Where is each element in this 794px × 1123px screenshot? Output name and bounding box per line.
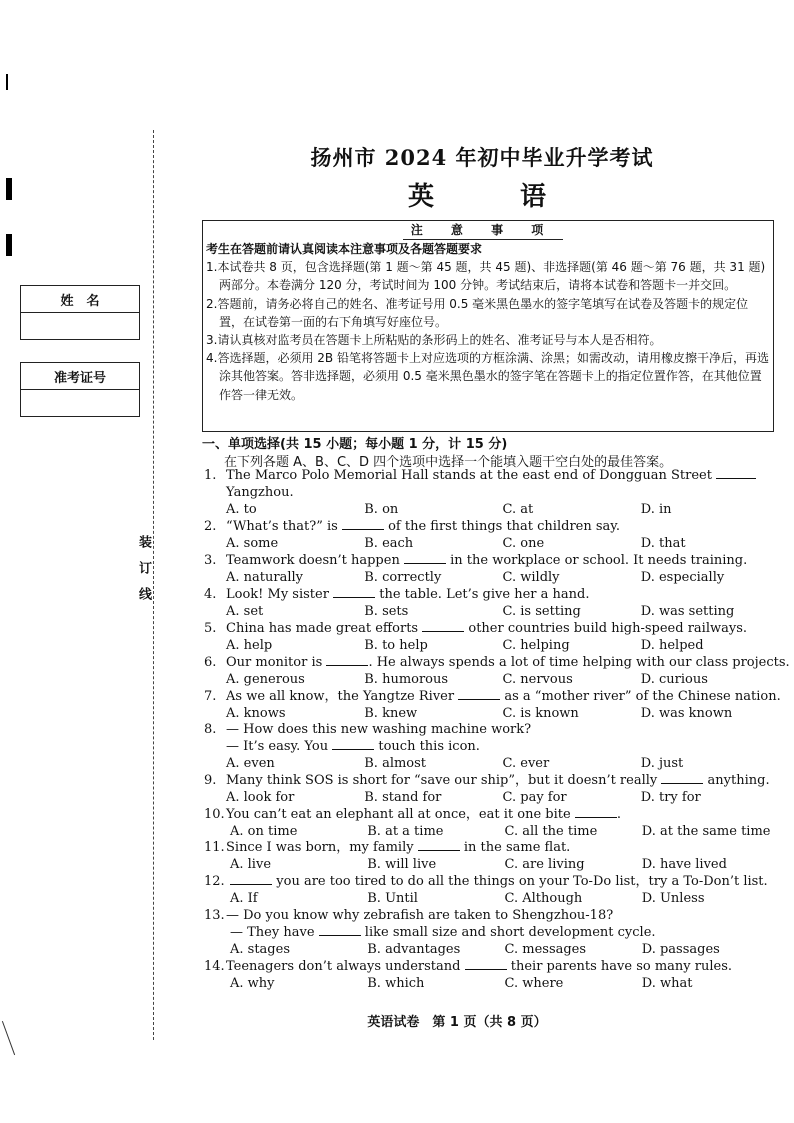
options-row — [204, 857, 779, 874]
question-10 — [204, 807, 779, 841]
question-stem: As we all know，the Yangtze River — [226, 689, 455, 704]
question-stem: The Marco Polo Memorial Hall stands at the east end of Dongguan Street — [226, 468, 712, 483]
option-d[interactable]: D. passages — [641, 941, 720, 957]
option-d[interactable]: D. was setting — [640, 603, 735, 619]
question-6 — [204, 655, 790, 689]
registration-mark — [6, 74, 8, 90]
question-stem: — They have — [230, 924, 315, 940]
option-a[interactable]: A. stages — [230, 941, 290, 957]
option-d[interactable]: D. was known — [640, 705, 733, 721]
question-stem: the table. Let’s give her a hand. — [379, 587, 590, 602]
option-c[interactable]: C. is setting — [502, 603, 581, 619]
answer-blank — [332, 739, 374, 750]
question-stem: touch this icon. — [378, 738, 480, 754]
answer-blank — [326, 655, 368, 666]
question-4 — [204, 587, 779, 621]
option-b[interactable]: B. on — [364, 501, 399, 517]
option-c[interactable]: C. pay for — [502, 789, 567, 805]
question-7 — [204, 689, 779, 723]
option-b[interactable]: B. correctly — [364, 569, 442, 585]
option-a[interactable]: A. even — [226, 755, 275, 771]
option-d[interactable]: D. try for — [640, 789, 701, 805]
answer-blank — [575, 807, 617, 818]
question-stem: in the same flat. — [463, 840, 571, 855]
options-row — [204, 976, 779, 993]
options-row — [204, 891, 779, 908]
option-a[interactable]: A. live — [230, 856, 272, 872]
option-b[interactable]: B. each — [364, 535, 414, 551]
option-a[interactable]: A. help — [226, 637, 273, 653]
option-b[interactable]: B. stand for — [364, 789, 442, 805]
options-row — [204, 790, 779, 807]
question-2 — [204, 519, 779, 553]
option-b[interactable]: B. advantages — [367, 941, 461, 957]
question-stem: Look! My sister — [226, 587, 329, 602]
notice-item: 3.请认真核对监考员在答题卡上所粘贴的条形码上的姓名、准考证号与本人是否相符。 — [206, 333, 662, 348]
answer-blank — [465, 959, 507, 970]
option-d[interactable]: D. that — [640, 535, 686, 551]
option-a[interactable]: A. on time — [230, 823, 298, 839]
subject-title: 英 语 — [407, 182, 576, 212]
question-number: 12. — [204, 874, 225, 889]
notice-item: 2.答题前，请务必将自己的姓名、准考证号用 0.5 毫米黑色墨水的签字笔填写在试卷及答题卡的规定位置，在试卷第一面的右下角填写好座位号。 — [206, 296, 749, 329]
question-stem-cont: Yangzhou. — [226, 484, 294, 500]
question-stem: Teamwork doesn’t happen — [226, 553, 400, 568]
option-c[interactable]: C. where — [504, 975, 564, 991]
question-stem: Since I was born，my family — [226, 840, 414, 855]
name-box[interactable] — [20, 285, 140, 340]
answer-blank — [661, 773, 703, 784]
answer-blank — [418, 840, 460, 851]
option-c[interactable]: C. nervous — [502, 671, 573, 687]
option-a[interactable]: A. If — [230, 890, 258, 906]
question-stem: like small size and short development cycle. — [364, 924, 656, 940]
option-c[interactable]: C. one — [502, 535, 545, 551]
answer-blank — [716, 468, 756, 479]
option-a[interactable]: A. look for — [226, 789, 295, 805]
question-stem: anything. — [707, 773, 770, 788]
question-number: 13. — [204, 908, 225, 923]
option-b[interactable]: B. knew — [364, 705, 418, 721]
question-stem: Our monitor is — [226, 655, 323, 670]
option-d[interactable]: D. what — [641, 975, 693, 991]
options-row — [204, 942, 779, 959]
question-stem: you are too tired to do all the things on your To-Do list，try a To-Don’t list. — [276, 874, 768, 889]
options-row — [204, 672, 779, 689]
binding-line — [153, 130, 154, 1040]
question-stem: . — [616, 807, 621, 822]
question-9 — [204, 773, 779, 807]
notice-item: 4.答选择题，必须用 2B 铅笔将答题卡上对应选项的方框涂满、涂黑；如需改动，请用橡皮擦干净后，再选涂其他答案。答非选择题，必须用 0.5 毫米黑色墨水的签字笔在答题卡上的指定位置作答，在其他位置作答一律无效。 — [206, 351, 769, 402]
options-row — [204, 502, 779, 519]
options-row — [204, 706, 779, 723]
option-b[interactable]: B. Until — [367, 890, 418, 906]
question-number: 4. — [204, 587, 217, 602]
option-a[interactable]: A. why — [230, 975, 275, 991]
answer-blank — [458, 689, 500, 700]
option-d[interactable]: D. helped — [640, 637, 704, 653]
question-stem: of the first things that children say. — [388, 519, 621, 534]
option-a[interactable]: A. some — [226, 535, 279, 551]
options-row — [204, 756, 779, 773]
question-stem: — How does this new washing machine work? — [226, 722, 532, 737]
options-row — [204, 824, 779, 841]
option-c[interactable]: C. is known — [502, 705, 579, 721]
question-stem: — Do you know why zebrafish are taken to Shengzhou-18? — [226, 908, 614, 923]
registration-mark — [6, 234, 12, 256]
question-stem: “What’s that?” is — [226, 519, 338, 534]
question-number: 3. — [204, 553, 217, 568]
question-stem: — It’s easy. You — [226, 738, 329, 754]
option-c[interactable]: C. at — [502, 501, 534, 517]
option-d[interactable]: D. curious — [640, 671, 708, 687]
question-stem: You can’t eat an elephant all at once，eat it one bite — [226, 807, 571, 822]
options-row — [204, 638, 779, 655]
question-number: 6. — [204, 655, 217, 670]
option-b[interactable]: B. will live — [367, 856, 437, 872]
notice-heading: 注 意 事 项 — [403, 221, 563, 240]
answer-blank — [404, 553, 446, 564]
question-number: 5. — [204, 621, 217, 636]
question-number: 10. — [204, 807, 225, 822]
option-a[interactable]: A. to — [226, 501, 257, 517]
option-b[interactable]: B. which — [367, 975, 425, 991]
question-stem: . He always spends a lot of time helping with our class projects. — [368, 655, 790, 670]
question-3 — [204, 553, 779, 587]
answer-blank — [422, 621, 464, 632]
option-d[interactable]: D. in — [640, 501, 672, 517]
option-c[interactable]: C. all the time — [504, 823, 598, 839]
exam-id-field[interactable] — [21, 390, 139, 416]
answer-blank — [319, 925, 361, 936]
section-heading: 一、单项选择(共 15 小题；每小题 1 分，计 15 分) — [202, 437, 508, 452]
answer-blank — [342, 519, 384, 530]
option-d[interactable]: D. just — [640, 755, 684, 771]
question-stem: other countries build high-speed railways. — [468, 621, 748, 636]
notice-item: 1.本试卷共 8 页，包含选择题(第 1 题～第 45 题，共 45 题)、非选择题(第 46 题～第 76 题，共 31 题)两部分。本卷满分 120 分，考试时间为 100 分钟。考试结束后，请将本试卷和答题卡一并交回。 — [206, 260, 766, 293]
question-11 — [204, 840, 779, 874]
question-stem: in the workplace or school. It needs training. — [450, 553, 748, 568]
question-number: 8. — [204, 722, 217, 737]
exam-id-label: 准考证号 — [21, 363, 139, 390]
question-stem: China has made great efforts — [226, 621, 419, 636]
question-stem: Teenagers don’t always understand — [226, 959, 461, 974]
binding-label: 装 订 线 — [136, 535, 151, 600]
question-stem: their parents have so many rules. — [510, 959, 733, 974]
option-b[interactable]: B. to help — [364, 637, 428, 653]
question-1 — [204, 468, 779, 518]
question-stem: Many think SOS is short for “save our ship”，but it doesn’t really — [226, 773, 658, 788]
option-d[interactable]: D. have lived — [641, 856, 727, 872]
option-a[interactable]: A. set — [226, 603, 264, 619]
option-c[interactable]: C. ever — [502, 755, 550, 771]
section-instruction: 在下列各题 A、B、C、D 四个选项中选择一个能填入题干空白处的最佳答案。 — [224, 455, 673, 470]
option-a[interactable]: A. naturally — [226, 569, 303, 585]
question-number: 14. — [204, 959, 225, 974]
question-13 — [204, 908, 779, 958]
question-stem: as a “mother river” of the Chinese nation. — [504, 689, 781, 704]
exam-id-box[interactable] — [20, 362, 140, 417]
page-footer: 英语试卷 第 1 页（共 8 页） — [367, 1015, 547, 1030]
option-d[interactable]: D. especially — [640, 569, 725, 585]
question-number: 1. — [204, 468, 217, 483]
option-b[interactable]: B. at a time — [367, 823, 444, 839]
option-a[interactable]: A. knows — [226, 705, 286, 721]
option-c[interactable]: C. helping — [502, 637, 570, 653]
question-number: 11. — [204, 840, 225, 855]
option-c[interactable]: C. Although — [504, 890, 583, 906]
question-14 — [204, 959, 779, 993]
question-5 — [204, 621, 779, 655]
name-field[interactable] — [21, 313, 139, 339]
question-number: 2. — [204, 519, 217, 534]
option-a[interactable]: A. generous — [226, 671, 305, 687]
notice-box — [202, 220, 774, 432]
option-b[interactable]: B. sets — [364, 603, 409, 619]
option-c[interactable]: C. wildly — [502, 569, 560, 585]
options-row — [204, 604, 779, 621]
option-b[interactable]: B. humorous — [364, 671, 449, 687]
question-number: 9. — [204, 773, 217, 788]
name-label: 姓 名 — [21, 286, 139, 313]
option-d[interactable]: D. at the same time — [641, 823, 771, 839]
exam-title: 扬州市 2024 年初中毕业升学考试 — [310, 145, 654, 170]
answer-blank — [230, 874, 272, 885]
option-b[interactable]: B. almost — [364, 755, 427, 771]
option-c[interactable]: C. are living — [504, 856, 585, 872]
options-row — [204, 570, 779, 587]
options-row — [204, 536, 779, 553]
question-12 — [204, 874, 779, 908]
notice-intro: 考生在答题前请认真阅读本注意事项及各题答题要求 — [206, 242, 483, 256]
option-c[interactable]: C. messages — [504, 941, 587, 957]
option-d[interactable]: D. Unless — [641, 890, 705, 906]
question-number: 7. — [204, 689, 217, 704]
answer-blank — [333, 587, 375, 598]
question-8 — [204, 722, 779, 772]
